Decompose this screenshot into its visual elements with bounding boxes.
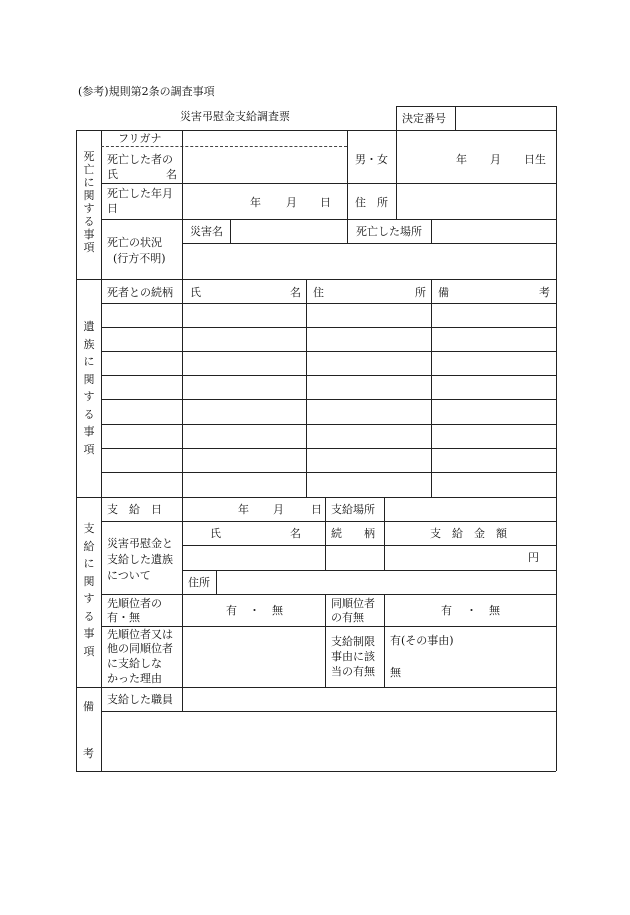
pay-row-2 (182, 545, 556, 546)
same-rank-option-no[interactable]: 無 (489, 604, 500, 617)
section-divider-3 (76, 687, 556, 688)
family-col-3 (431, 279, 432, 497)
remarks-label-char-2: 考 (83, 747, 94, 760)
furigana-label: フリガナ (118, 132, 162, 145)
family-col-1 (182, 279, 183, 497)
furigana-divider (101, 146, 347, 147)
death-status-label-2: (行方不明) (113, 252, 166, 265)
deceased-address-label: 住 所 (355, 196, 388, 209)
frame-bottom (76, 771, 556, 772)
deceased-name-label-2b: 名 (166, 168, 177, 181)
yen-unit: 円 (528, 551, 539, 564)
prior-label-2: 有・無 (107, 611, 140, 624)
prior-label-1: 先順位者の (107, 597, 162, 610)
section-divider-2 (76, 497, 556, 498)
death-year-label: 年 (250, 196, 261, 209)
recipient-name-header-b: 名 (290, 527, 301, 540)
family-col-2 (306, 279, 307, 497)
pay-col-1 (182, 497, 183, 687)
reason-label-4: かった理由 (107, 672, 162, 685)
frame-left (76, 130, 77, 771)
payment-day-label: 日 (311, 503, 322, 516)
family-remarks-header-a: 備 (438, 286, 449, 299)
section-column-divider (101, 130, 102, 771)
limit-label-3: 当の有無 (331, 665, 375, 678)
row-line-1 (101, 183, 556, 184)
death-place-label: 死亡した場所 (356, 225, 422, 238)
limit-label-2: 事由に該 (331, 650, 375, 663)
family-row-3 (101, 375, 556, 376)
pay-col-3b (384, 594, 385, 687)
remarks-row-line (101, 711, 556, 712)
gender-field[interactable]: 男・女 (355, 153, 388, 166)
same-rank-label-1: 同順位者 (331, 597, 375, 610)
prior-option-no[interactable]: 無 (272, 604, 283, 617)
same-rank-option-dot: ・ (466, 604, 477, 617)
remarks-col (182, 687, 183, 711)
recipient-label-1: 災害弔慰金と (107, 537, 173, 550)
decision-box-right (556, 106, 557, 130)
decision-number-label: 決定番号 (402, 112, 446, 125)
section-payment-label: 支給に関する事項 (83, 522, 95, 658)
pay-col-2b (325, 594, 326, 687)
birth-month-label: 月 (490, 153, 501, 166)
recipient-label-2: 支給した遺族 (107, 553, 173, 566)
family-remarks-header-b: 考 (539, 286, 550, 299)
pay-col-3a (384, 497, 385, 570)
limit-option-yes[interactable]: 有(その事由) (390, 634, 454, 647)
decision-box-divider (455, 106, 456, 130)
payment-amount-header: 支 給 金 額 (430, 527, 507, 540)
family-row-4 (101, 399, 556, 400)
family-row-2 (101, 351, 556, 352)
remarks-label-char-1: 備 (83, 700, 94, 713)
frame-right (556, 130, 557, 771)
reason-label-3: に支給しな (107, 657, 162, 670)
family-row-5 (101, 424, 556, 425)
pay-row-4 (101, 594, 556, 595)
row-line-2 (101, 219, 556, 220)
limit-label-1: 支給制限 (331, 635, 375, 648)
section-divider-1 (76, 279, 556, 280)
death-date-label-2: 日 (107, 202, 118, 215)
recipient-name-header-a: 氏 (210, 527, 221, 540)
row-line-3 (182, 243, 556, 244)
staff-label: 支給した職員 (107, 693, 173, 706)
reference-note: (参考)規則第2条の調査事項 (78, 85, 215, 98)
payment-month-label: 月 (273, 503, 284, 516)
reason-label-2: 他の同順位者 (107, 642, 173, 655)
recipient-address-label: 住所 (188, 576, 210, 589)
form-title: 災害弔慰金支給調査票 (180, 110, 290, 123)
pay-row-3 (182, 570, 556, 571)
recipient-relation-header: 続 柄 (331, 527, 375, 540)
place-col-right (431, 219, 432, 243)
pay-col-2a (325, 497, 326, 570)
decision-number-input[interactable] (460, 108, 552, 128)
death-date-label-1: 死亡した年月 (107, 187, 173, 200)
death-month-label: 月 (286, 196, 297, 209)
family-address-header-b: 所 (415, 286, 426, 299)
same-rank-option-yes[interactable]: 有 (441, 604, 452, 617)
same-rank-label-2: の有無 (331, 611, 364, 624)
family-row-7 (101, 472, 556, 473)
decision-box-left (396, 106, 397, 130)
payment-date-label: 支 給 日 (107, 503, 162, 516)
birth-year-label: 年 (456, 153, 467, 166)
death-status-label-1: 死亡の状況 (107, 236, 162, 249)
decision-box-top (396, 106, 556, 107)
family-name-header-a: 氏 (190, 286, 201, 299)
payment-place-label: 支給場所 (331, 503, 375, 516)
family-row-1 (101, 327, 556, 328)
label-col-1 (182, 130, 183, 279)
family-relation-header: 死者との続柄 (107, 286, 173, 299)
frame-top (76, 130, 556, 131)
limit-option-no[interactable]: 無 (390, 666, 401, 679)
disaster-name-label: 災害名 (190, 225, 223, 238)
family-address-header-a: 住 (313, 286, 324, 299)
place-col-left (347, 219, 348, 243)
birth-day-label: 日生 (524, 153, 546, 166)
section-deceased-label: 死亡に関する事項 (83, 150, 95, 254)
disaster-col (230, 219, 231, 243)
family-row-6 (101, 448, 556, 449)
family-name-header-b: 名 (290, 286, 301, 299)
prior-option-yes[interactable]: 有 (226, 604, 237, 617)
recipient-label-3: について (107, 569, 151, 582)
death-day-label: 日 (320, 196, 331, 209)
pay-row-5 (101, 626, 556, 627)
deceased-name-label-2a: 氏 (107, 168, 118, 181)
family-header-line (101, 303, 556, 304)
reason-label-1: 先順位者又は (107, 628, 173, 641)
gender-col-right (396, 130, 397, 219)
payment-year-label: 年 (238, 503, 249, 516)
prior-option-dot: ・ (249, 604, 260, 617)
pay-address-col (216, 570, 217, 594)
section-family-label: 遺族に関する事項 (83, 320, 95, 456)
gender-col-left (347, 130, 348, 219)
pay-row-1 (101, 521, 556, 522)
deceased-name-label-1: 死亡した者の (107, 153, 173, 166)
